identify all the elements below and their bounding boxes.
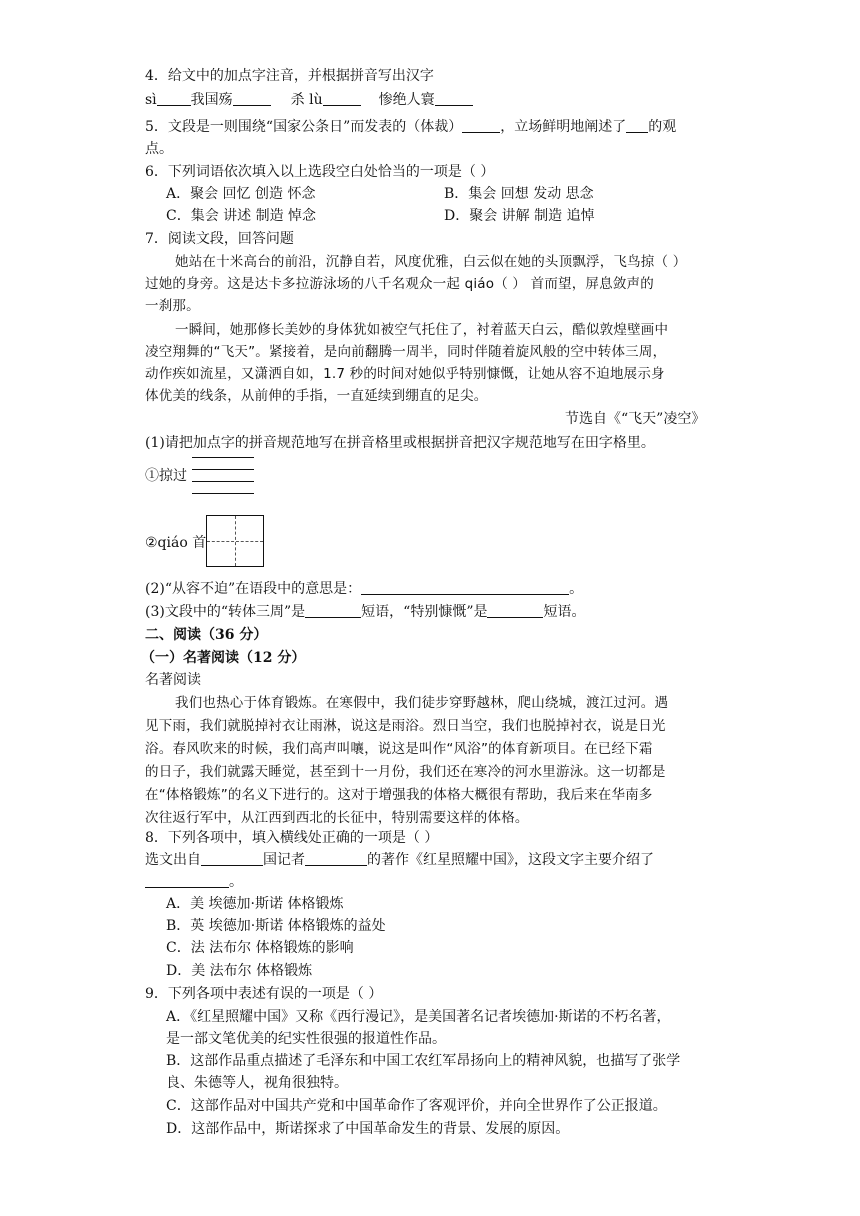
- pinyin-grid[interactable]: [192, 457, 254, 495]
- q6-stem: 6．下列词语依次填入以上选段空白处恰当的一项是（ ）: [145, 164, 495, 180]
- q9-stem: 9．下列各项中表述有误的一项是（ ）: [145, 986, 383, 1002]
- q7-passage-p1-line1: 她站在十米高台的前沿，沉静自若，风度优雅，白云似在她的头顶飘浮，飞鸟掠（ ）: [175, 254, 687, 270]
- q8-line2: [145, 872, 243, 892]
- q4-word-guoshang: 我国殇: [190, 92, 233, 108]
- q7-passage-p2-line4: 体优美的线条，从前伸的手指，一直延续到绷直的足尖。: [145, 388, 488, 404]
- q7-sub2-blank[interactable]: [361, 580, 569, 595]
- q8-option-d[interactable]: D．美 法布尔 体格锻炼: [166, 963, 313, 979]
- q8-blank-country[interactable]: [201, 851, 263, 866]
- q8-blank-author[interactable]: [305, 851, 367, 866]
- q8-text-a: 选文出自: [145, 852, 201, 868]
- q5-blank-genre[interactable]: [462, 118, 500, 133]
- q4-blank-3[interactable]: [323, 91, 361, 106]
- q8-text-c: 的著作《红星照耀中国》，这段文字主要介绍了: [367, 852, 654, 868]
- q7-sub3-text-a: (3)文段中的“转体三周”是: [145, 604, 306, 620]
- q7-passage-p2-line3: 动作疾如流星，又潇洒自如，1.7 秒的时间对她似乎特别慷慨，让她从容不迫地展示身: [145, 366, 665, 382]
- q4-word-canjue: 惨绝人寰: [378, 92, 435, 108]
- q7-sub3-text-c: 短语。: [543, 604, 586, 620]
- q8-option-c[interactable]: C．法 法布尔 体格锻炼的影响: [166, 940, 354, 956]
- q6-option-a[interactable]: A．聚会 回忆 创造 怀念: [166, 186, 316, 202]
- q4-stem: 4．给文中的加点字注音，并根据拼音写出汉字: [145, 68, 434, 84]
- q9-option-d[interactable]: D．这部作品中，斯诺探求了中国革命发生的背景、发展的原因。: [166, 1121, 570, 1137]
- q7-sub3: [145, 602, 585, 622]
- q4-answers: [145, 90, 473, 110]
- q5-blank-view[interactable]: [626, 118, 648, 133]
- q8-end: 。: [229, 874, 243, 890]
- q8-stem: 8．下列各项中，填入横线处正确的一项是（ ）: [145, 830, 439, 846]
- q7-sub3-text-b: 短语，“特别慷慨”是: [361, 604, 488, 620]
- q7-item2-label: ②qiáo 首: [145, 535, 207, 551]
- q7-sub2-text: (2)“从容不迫”在语段中的意思是：: [145, 581, 362, 597]
- q5-text-a: 5．文段是一则围绕“国家公条日”而发表的（体裁）: [145, 119, 463, 135]
- q8-option-a[interactable]: A．美 埃德加·斯诺 体格锻炼: [166, 896, 344, 912]
- q5-text-b: ，立场鲜明地阐述了: [500, 119, 627, 135]
- q4-blank-2[interactable]: [233, 91, 271, 106]
- q5-line2: 点。: [145, 141, 173, 157]
- q7-sub3-blank-1[interactable]: [305, 603, 361, 618]
- q4-blank-1[interactable]: [157, 91, 191, 106]
- q9-option-a-line1[interactable]: A．《红星照耀中国》又称《西行漫记》，是美国著名记者埃德加·斯诺的不朽名著，: [166, 1009, 671, 1025]
- q7-sub2: [145, 579, 583, 599]
- q7-source: 节选自《“飞天”凌空》: [565, 411, 706, 427]
- mingzhu-passage-line5: 在“体格锻炼”的名义下进行的。这对于增强我的体格大概很有帮助，我后来在华南多: [145, 787, 653, 803]
- q8-text-b: 国记者: [263, 852, 305, 868]
- q7-item1-text: ①掠过: [145, 468, 187, 484]
- q7-passage-p2-line2: 凌空翔舞的“飞天”。紧接着，是向前翻腾一周半，同时伴随着旋风般的空中转体三周，: [145, 344, 667, 360]
- mingzhu-passage-line2: 见下雨，我们就脱掉衬衣让雨淋，说这是雨浴。烈日当空，我们也脱掉衬衣，说是日光: [145, 718, 666, 734]
- mingzhu-passage-line6: 次往返行军中，从江西到西北的长征中，特别需要这样的体格。: [145, 810, 529, 826]
- mingzhu-label: 名著阅读: [145, 672, 201, 688]
- q8-blank-content[interactable]: [145, 873, 229, 888]
- mingzhu-passage-line3: 浴。春风吹来的时候，我们高声叫嚷，说这是叫作“风浴”的体育新项目。在已经下霜: [145, 741, 653, 757]
- q6-option-c[interactable]: C．集会 讲述 制造 悼念: [166, 208, 317, 224]
- mingzhu-passage-line1: 我们也热心于体育锻炼。在寒假中，我们徒步穿野越林，爬山绕城，渡江过河。遇: [175, 695, 669, 711]
- q8-option-b[interactable]: B．英 埃德加·斯诺 体格锻炼的益处: [166, 918, 386, 934]
- q7-sub3-blank-2[interactable]: [487, 603, 543, 618]
- q4-word-shalu: 杀 lù: [290, 92, 323, 108]
- q7-passage-p1-line3: 一刹那。: [145, 298, 200, 314]
- q9-option-b-line1[interactable]: B．这部作品重点描述了毛泽东和中国工农红军昂扬向上的精神风貌，也描写了张学: [166, 1053, 681, 1069]
- q7-passage-p2-line1: 一瞬间，她那修长美妙的身体犹如被空气托住了，衬着蓝天白云，酷似敦煌壁画中: [175, 322, 669, 338]
- q7-stem: 7．阅读文段，回答问题: [145, 231, 294, 247]
- section2-1-heading: （一）名著阅读（12 分）: [141, 650, 306, 666]
- q7-sub1: (1)请把加点字的拼音规范地写在拼音格里或根据拼音把汉字规范地写在田字格里。: [145, 435, 655, 451]
- q5-text-c: 的观: [648, 119, 677, 135]
- q6-option-d[interactable]: D．聚会 讲解 制造 追悼: [444, 208, 595, 224]
- q6-option-b[interactable]: B．集会 回想 发动 思念: [444, 186, 594, 202]
- q9-option-b-line2: 良、朱德等人，视角很独特。: [166, 1075, 348, 1091]
- q4-blank-4[interactable]: [435, 91, 473, 106]
- section2-heading: 二、阅读（36 分）: [145, 627, 268, 643]
- q9-option-a-line2: 是一部文笔优美的纪实性很强的报道性作品。: [166, 1031, 446, 1047]
- q7-item1-label: [145, 466, 187, 486]
- tianzige-grid[interactable]: [206, 515, 264, 567]
- q5-line1: [145, 117, 676, 137]
- q8-line1: [145, 850, 654, 870]
- q7-passage-p1-line2: 过她的身旁。这是达卡多拉游泳场的八千名观众一起 qiáo（ ） 首而望，屏息敛声的: [145, 276, 654, 292]
- q9-option-c[interactable]: C．这部作品对中国共产党和中国革命作了客观评价，并向全世界作了公正报道。: [166, 1098, 667, 1114]
- q7-sub2-end: 。: [569, 581, 584, 597]
- q4-pinyin-si: sì: [145, 92, 157, 108]
- mingzhu-passage-line4: 的日子，我们就露天睡觉，甚至到十一月份，我们还在寒冷的河水里游泳。这一切都是: [145, 764, 666, 780]
